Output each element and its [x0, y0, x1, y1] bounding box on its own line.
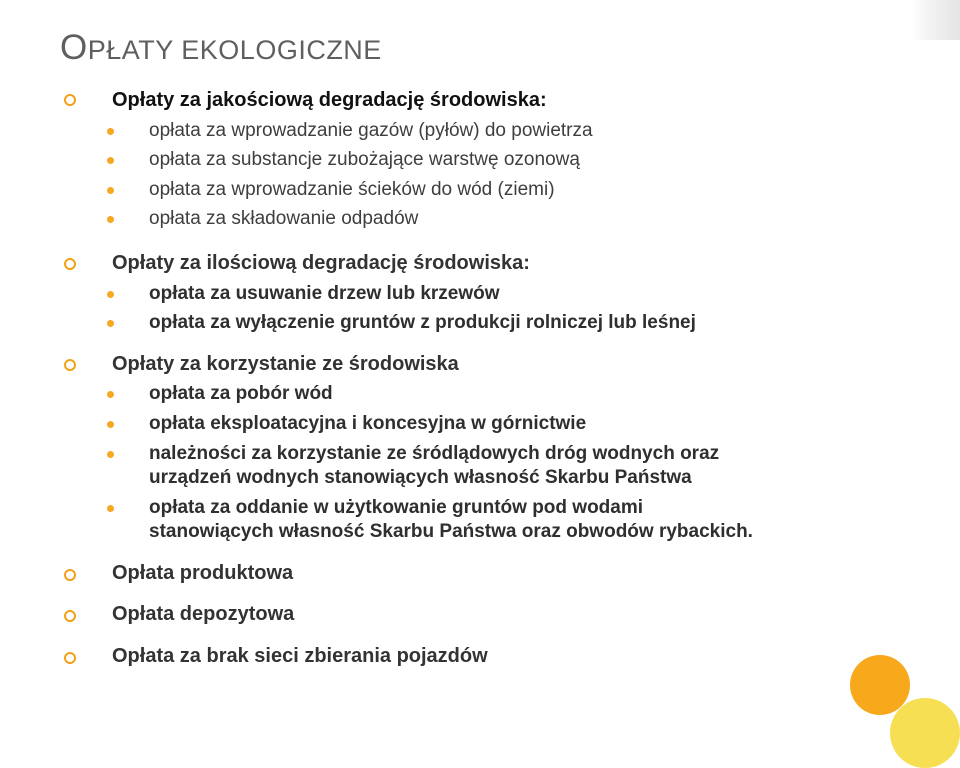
section-heading: Opłaty za korzystanie ze środowiska	[112, 353, 459, 375]
dot-bullet-icon	[107, 291, 114, 298]
list-item: opłata za składowanie odpadów	[149, 208, 419, 229]
dot-bullet-icon	[107, 320, 114, 327]
yellow-circle-decoration	[890, 698, 960, 768]
ring-bullet-icon	[64, 359, 76, 371]
list-item: opłata za usuwanie drzew lub krzewów	[149, 283, 500, 304]
ring-bullet-icon	[64, 94, 76, 106]
list-item: opłata za substancje zubożające warstwę ozonową	[149, 149, 580, 170]
list-item-line-1: należności za korzystanie ze śródlądowych dróg wodnych oraz	[149, 443, 720, 464]
dot-bullet-icon	[107, 157, 114, 164]
dot-bullet-icon	[107, 128, 114, 135]
dot-bullet-icon	[107, 187, 114, 194]
list-item: opłata za wprowadzanie gazów (pyłów) do powietrza	[149, 120, 593, 141]
decorative-gradient-strip	[910, 0, 960, 40]
title-initial: O	[60, 28, 88, 67]
list-item-line-2: urządzeń wodnych stanowiących własność Skarbu Państwa	[149, 467, 692, 488]
list-item-line-1: opłata za oddanie w użytkowanie gruntów pod wodami	[149, 497, 644, 518]
list-item: opłata za pobór wód	[149, 383, 333, 404]
section-heading: Opłata za brak sieci zbierania pojazdów	[112, 645, 488, 667]
list-item: opłata eksploatacyjna i koncesyjna w górnictwie	[149, 413, 587, 434]
title-rest: PŁATY EKOLOGICZNE	[87, 35, 382, 65]
ring-bullet-icon	[64, 652, 76, 664]
ring-bullet-icon	[64, 258, 76, 270]
dot-bullet-icon	[107, 391, 114, 398]
section-heading: Opłata produktowa	[112, 562, 294, 584]
section-heading: Opłaty za ilościową degradację środowiska:	[112, 252, 530, 274]
ring-bullet-icon	[64, 610, 76, 622]
slide-title	[60, 28, 382, 68]
list-item: opłata za wprowadzanie ścieków do wód (ziemi)	[149, 179, 555, 200]
section-heading: Opłaty za jakościową degradację środowiska:	[112, 89, 547, 111]
dot-bullet-icon	[107, 421, 114, 428]
dot-bullet-icon	[107, 451, 114, 458]
list-item-line-2: stanowiących własność Skarbu Państwa oraz obwodów rybackich.	[149, 521, 753, 542]
dot-bullet-icon	[107, 216, 114, 223]
ring-bullet-icon	[64, 569, 76, 581]
list-item: opłata za wyłączenie gruntów z produkcji rolniczej lub leśnej	[149, 312, 696, 333]
dot-bullet-icon	[107, 505, 114, 512]
section-heading: Opłata depozytowa	[112, 603, 295, 625]
